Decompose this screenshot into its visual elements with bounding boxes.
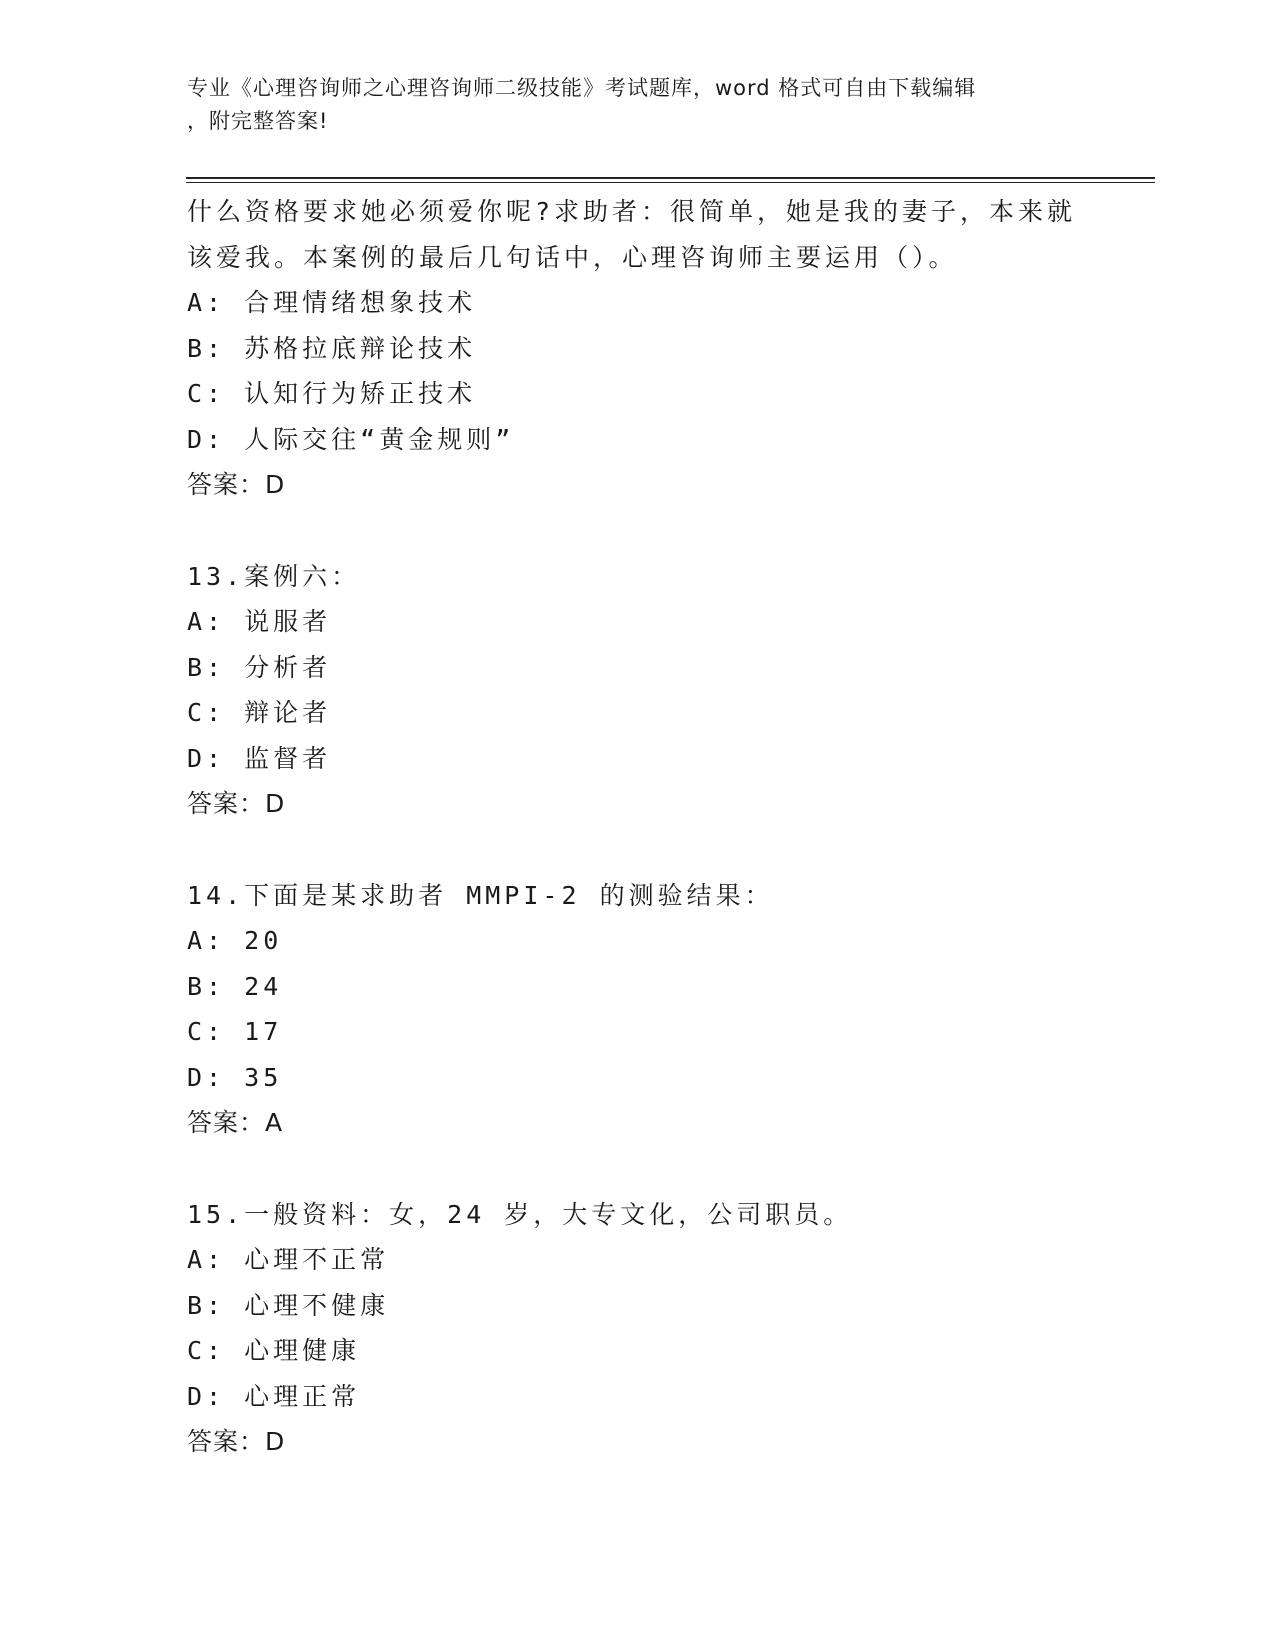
option-a: A: 20 — [187, 926, 283, 955]
question-stem: 13.案例六： — [187, 561, 361, 591]
option-b: B: 苏格拉底辩论技术 — [187, 333, 477, 363]
question-12 — [187, 189, 1087, 508]
question-13 — [187, 554, 1087, 827]
option-a: A: 心理不正常 — [187, 1245, 390, 1274]
option-c: C: 心理健康 — [187, 1336, 361, 1365]
option-a: A: 合理情绪想象技术 — [187, 288, 477, 317]
option-d: D: 人际交往“黄金规则” — [187, 424, 515, 454]
option-d: D: 监督者 — [187, 743, 332, 773]
answer-line: 答案：D — [187, 1427, 286, 1456]
option-c: C: 辩论者 — [187, 698, 332, 727]
spacer — [187, 508, 1087, 554]
header-divider-thick — [186, 177, 1155, 179]
question-15 — [187, 1192, 1087, 1465]
spacer — [187, 1146, 1087, 1192]
option-a: A: 说服者 — [187, 607, 332, 636]
option-b: B: 24 — [187, 971, 283, 1001]
option-d: D: 心理正常 — [187, 1381, 361, 1411]
option-c: C: 17 — [187, 1017, 283, 1046]
option-b: B: 分析者 — [187, 652, 332, 682]
option-b: B: 心理不健康 — [187, 1290, 390, 1320]
header-line-2: ，附完整答案! — [187, 109, 329, 133]
document-body — [187, 189, 1087, 1465]
question-stem: 该爱我。本案例的最后几句话中，心理咨询师主要运用（）。 — [187, 242, 958, 272]
answer-line: 答案：D — [187, 789, 286, 818]
answer-line: 答案：D — [187, 470, 286, 499]
question-stem: 14.下面是某求助者 MMPI-2 的测验结果： — [187, 880, 774, 910]
document-header — [187, 72, 1067, 138]
header-divider-thin — [186, 182, 1155, 183]
option-d: D: 35 — [187, 1062, 283, 1092]
spacer — [187, 827, 1087, 873]
option-c: C: 认知行为矫正技术 — [187, 379, 477, 408]
header-line-1: 专业《心理咨询师之心理咨询师二级技能》考试题库，word 格式可自由下载编辑 — [187, 76, 977, 100]
answer-line: 答案：A — [187, 1108, 284, 1137]
question-stem: 什么资格要求她必须爱你呢?求助者：很简单，她是我的妻子，本来就 — [187, 197, 1077, 226]
question-stem: 15.一般资料：女，24 岁，大专文化，公司职员。 — [187, 1199, 853, 1229]
question-14 — [187, 873, 1087, 1146]
